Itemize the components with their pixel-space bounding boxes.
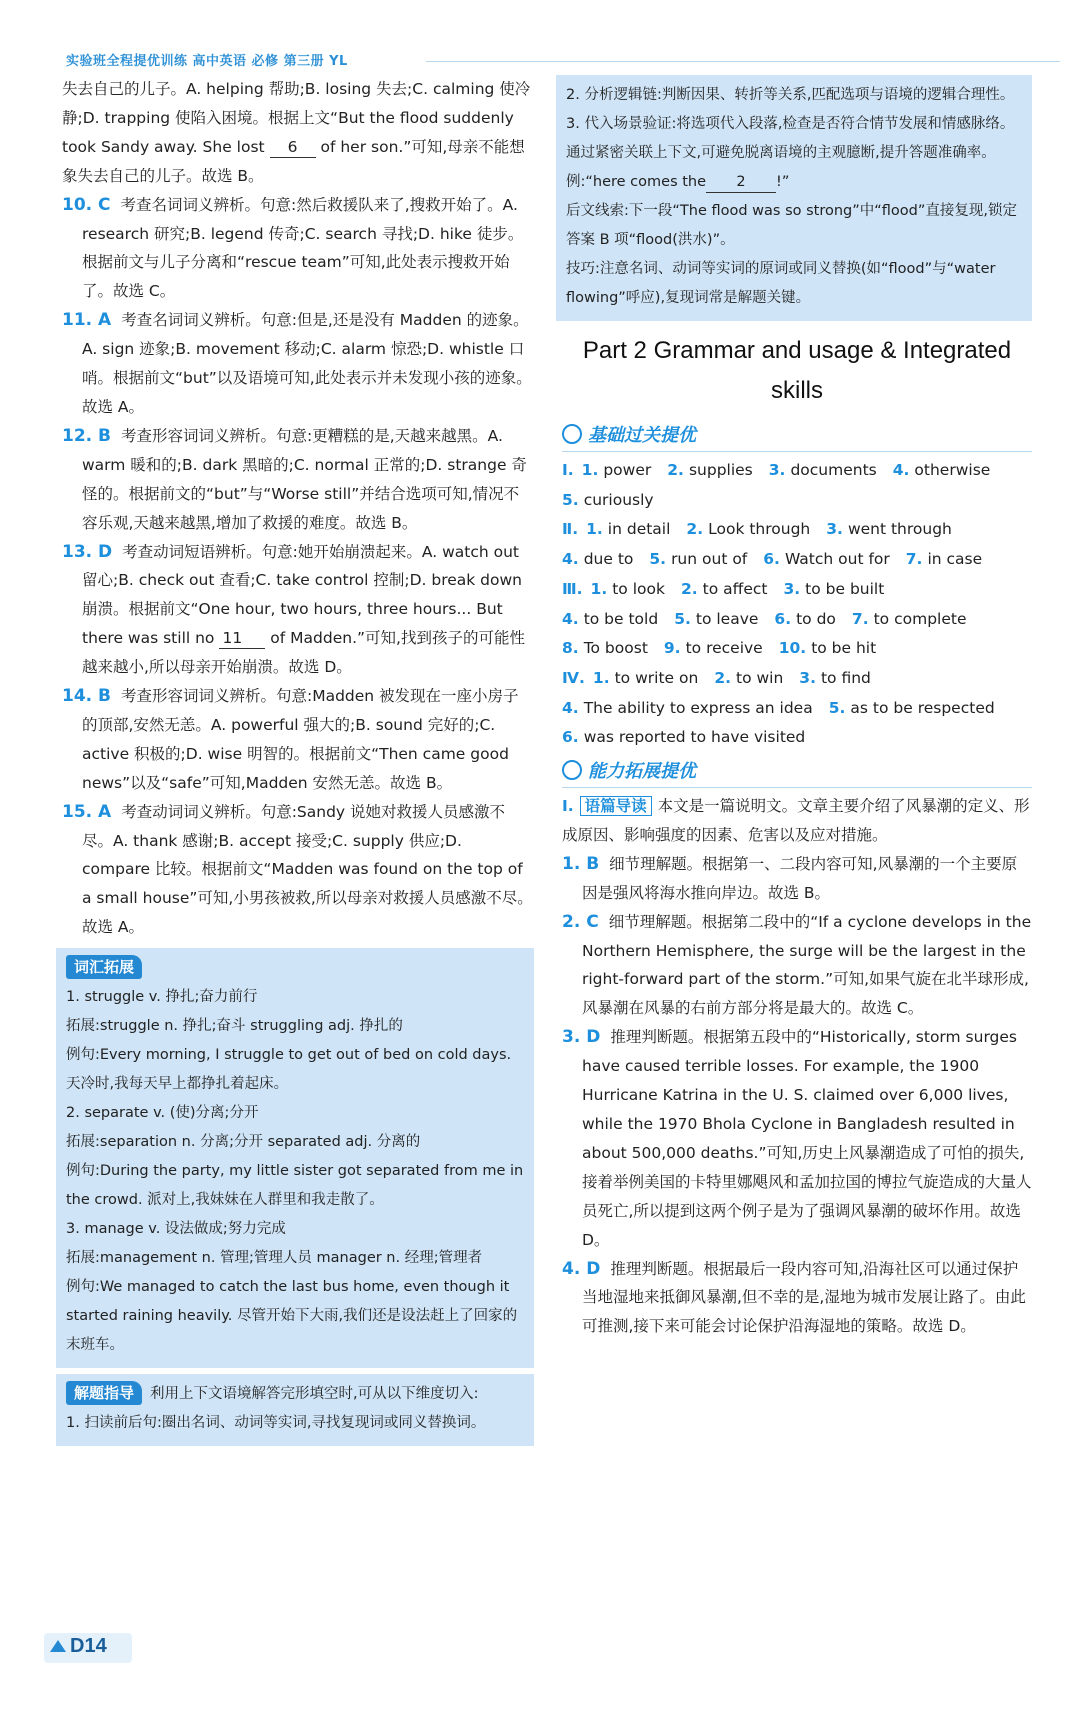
part-title: Part 2 Grammar and usage & Integrated skills <box>582 337 1012 404</box>
section-extend-title: 能力拓展提优 <box>562 757 1032 788</box>
item-answer: to be hit <box>811 639 877 658</box>
item-number: 1. <box>590 579 608 598</box>
guide-line: 3. 代入场景验证:将选项代入段落,检查是否符合情节发展和情感脉络。 <box>566 116 1015 132</box>
answer-item <box>852 610 967 628</box>
section-numeral: Ⅰ. <box>562 461 574 479</box>
question-number: 10. C <box>62 194 111 215</box>
item-number: 6. <box>763 550 780 569</box>
item-answer: went through <box>847 520 952 539</box>
running-header <box>66 50 1060 70</box>
guide-box-continued <box>556 75 1032 321</box>
answer-row <box>562 456 1032 486</box>
answer-item <box>783 580 884 598</box>
guide-line: 1. 扫读前后句:圈出名词、动词等实词,寻找复现词或同义替换词。 <box>66 1415 486 1432</box>
answer-12: 12. B 考查形容词词义辨析。句意:更糟糕的是,天越来越黑。A. warm 暖和的;B. dark 黑暗的;C. normal 正常的;D. strange 奇怪的。根据前文的“but”与“Worse still”并结合选项可知,情况不容乐观,天越来越黑,增加了救援的难度。故选 B。 <box>62 425 527 532</box>
left-column <box>62 75 534 1446</box>
answer-item <box>769 461 877 479</box>
item-answer: Look through <box>708 520 811 539</box>
item-answer: To boost <box>583 639 648 658</box>
guide-box: 解题指导 利用上下文语境解答完形填空时,可从以下维度切入: 1. 扫读前后句:圈出名词、动词等实词,寻找复现词或同义替换词。 <box>56 1374 534 1446</box>
item-number: 5. <box>674 609 691 628</box>
reading-answer-4: 4. D 推理判断题。根据最后一段内容可知,沿海社区可以通过保护当地湿地来抵御风暴潮,但不幸的是,湿地为城市发展让路了。由此可推测,接下来可能会讨论保护沿海湿地的策略。故选 D。 <box>562 1258 1026 1336</box>
answer-item <box>763 550 890 568</box>
vocab-line: 例句:During the party, my little sister got separated from me in the crowd. 派对上,我妹妹在人群里和我走散了。 <box>66 1163 524 1209</box>
answer-row <box>562 634 1032 664</box>
item-answer: to be told <box>583 609 659 628</box>
section-numeral: Ⅲ. <box>562 579 583 598</box>
answer-row <box>562 723 1032 753</box>
blank: 2 <box>706 172 776 193</box>
item-number: 1. <box>581 461 599 479</box>
answer-14: 14. B 考查形容词词义辨析。句意:Madden 被发现在一座小房子的顶部,安然无恙。A. powerful 强大的;B. sound 完好的;C. active 积极的;D. wise 明智的。根据前文“Then came good news”以及“safe”可知,Madden 安然无恙。故选 B。 <box>62 686 519 792</box>
question-number: 13. D <box>62 541 113 562</box>
page-arrow-icon <box>50 1640 66 1652</box>
item-answer: in case <box>927 550 983 569</box>
answer-item <box>586 520 670 538</box>
item-number: 8. <box>562 639 579 658</box>
item-answer: to complete <box>873 609 967 628</box>
answer-key-list <box>562 456 1032 753</box>
question-number: 15. A <box>62 801 112 822</box>
item-number: 2. <box>686 520 704 539</box>
item-number: 2. <box>680 579 698 598</box>
answer-row <box>562 664 1032 694</box>
answer-item <box>799 669 871 687</box>
item-number: 5. <box>828 698 846 717</box>
answer-15: 15. A 考查动词词义辨析。句意:Sandy 说她对救援人员感激不尽。A. thank 感谢;B. accept 接受;C. supply 供应;D. compare 比较。根据前文“Madden was found on the top of a small house”可知,小男孩被救,所以母亲对救援人员感激不尽。故选 A。 <box>62 801 533 937</box>
item-number: 6. <box>562 728 579 747</box>
question-number: 1. B <box>562 853 600 874</box>
vocab-line: 例句:Every morning, I struggle to get out of bed on cold days. 天冷时,我每天早上都挣扎着起床。 <box>66 1047 512 1093</box>
blank: 11 <box>219 628 265 649</box>
answer-item <box>826 520 952 538</box>
answer-item <box>667 461 753 479</box>
answer-11: 11. A 考查名词词义辨析。句意:但是,还是没有 Madden 的迹象。A. sign 迹象;B. movement 移动;C. alarm 惊恐;D. whistle 口哨。根据前文“but”以及语境可知,此处表示并未发现小孩的迹象。故选 A。 <box>62 310 532 416</box>
item-answer: Watch out for <box>784 550 890 569</box>
answer-10: 10. C 考查名词词义辨析。句意:然后救援队来了,搜救开始了。A. research 研究;B. legend 传奇;C. search 寻找;D. hike 徒步。根据前文与儿子分离和“rescue team”可知,此处表示搜救开始了。故选 C。 <box>62 194 524 301</box>
answer-item <box>582 461 652 479</box>
item-number: 4. <box>892 461 910 479</box>
answer-item <box>681 580 768 598</box>
vocab-line: 1. struggle v. 挣扎;奋力前行 <box>66 989 258 1006</box>
answer-item <box>562 728 805 746</box>
answer-item <box>664 639 763 657</box>
item-number: 1. <box>592 668 610 687</box>
vocab-line: 例句:We managed to catch the last bus home, even though it started raining heavily. 尽管开始下大雨,我们还是设法赶上了回家的末班车。 <box>66 1279 518 1354</box>
question-number: 11. A <box>62 310 112 331</box>
question-number: 2. C <box>562 911 599 932</box>
item-number: 1. <box>586 520 603 539</box>
question-number: 4. D <box>562 1258 601 1279</box>
answer-item <box>562 699 813 717</box>
answer-9-continuation: 失去自己的儿子。A. helping 帮助;B. losing 失去;C. calming 使冷静;D. trapping 使陷入困境。根据上文“But the flood suddenly took Sandy away. She lost 6 of her son.”可知,母亲不能想象失去自己的儿子。故选 B。 <box>62 80 531 185</box>
header-rule <box>426 61 1060 62</box>
answer-row <box>562 486 1032 516</box>
answer-row <box>562 545 1032 575</box>
item-answer: power <box>603 461 652 479</box>
item-number: 4. <box>562 698 579 717</box>
reading-guide-tag: 语篇导读 <box>580 796 652 816</box>
item-answer: run out of <box>671 550 748 569</box>
item-number: 4. <box>562 550 579 569</box>
section-numeral: Ⅳ. <box>562 668 585 687</box>
guide-line: 通过紧密关联上下文,可避免脱离语境的主观臆断,提升答题准确率。 <box>566 145 996 161</box>
item-number: 7. <box>851 609 869 628</box>
item-answer: curiously <box>583 490 654 509</box>
question-number: 3. D <box>562 1027 601 1048</box>
page-number-badge <box>44 1633 132 1663</box>
item-number: 3. <box>768 461 786 479</box>
vocab-line: 拓展:struggle n. 挣扎;奋斗 struggling adj. 挣扎的 <box>66 1018 403 1035</box>
guide-example: 例:“here comes the 2 !” <box>566 168 1022 197</box>
item-answer: as to be respected <box>850 698 995 717</box>
item-number: 2. <box>667 461 684 479</box>
answer-row <box>562 605 1032 635</box>
answer-item <box>562 610 658 628</box>
item-number: 7. <box>905 550 923 569</box>
item-number: 6. <box>774 609 792 628</box>
answer-item <box>562 491 654 509</box>
target-icon <box>562 760 582 780</box>
answer-item <box>649 550 747 568</box>
vocab-line: 拓展:management n. 管理;管理人员 manager n. 经理;管理者 <box>66 1250 483 1267</box>
answer-row <box>562 694 1032 724</box>
item-answer: documents <box>790 461 877 479</box>
item-answer: to look <box>612 579 665 598</box>
answer-item <box>829 699 995 717</box>
section-basic-title: 基础过关提优 <box>562 421 1032 452</box>
answer-item <box>562 639 648 657</box>
vocab-line: 拓展:separation n. 分离;分开 separated adj. 分离的 <box>66 1134 421 1151</box>
header-title: 实验班全程提优训练 高中英语 必修 第三册 YL <box>66 54 348 69</box>
answer-item <box>714 669 783 687</box>
guide-line: 2. 分析逻辑链:判断因果、转折等关系,匹配选项与语境的逻辑合理性。 <box>566 87 1015 103</box>
blank: 6 <box>270 137 316 158</box>
page-number: D14 <box>70 1635 107 1657</box>
reading-answer-2: 2. C 细节理解题。根据第二段中的“If a cyclone develops in the Northern Hemisphere, the surge will be the largest in the right-forward part of the storm.”可知,如果气旋在北半球形成,风暴潮在风暴的右前方部分将是最大的。故选 C。 <box>562 911 1032 1018</box>
item-answer: to be built <box>805 579 885 598</box>
item-number: 4. <box>562 609 579 628</box>
guide-line: 技巧:注意名词、动词等实词的原词或同义替换(如“flood”与“water flowing”呼应),复现词常是解题关键。 <box>566 261 996 306</box>
item-number: 10. <box>778 639 807 658</box>
vocab-tag: 词汇拓展 <box>66 955 142 979</box>
item-number: 9. <box>663 639 681 658</box>
guide-tag: 解题指导 <box>66 1381 142 1405</box>
target-icon <box>562 424 582 444</box>
item-number: 5. <box>649 550 667 569</box>
item-number: 3. <box>826 520 843 539</box>
answer-item <box>893 461 991 479</box>
vocab-line: 2. separate v. (使)分离;分开 <box>66 1105 259 1122</box>
reading-answer-1: 1. B 细节理解题。根据第一、二段内容可知,风暴潮的一个主要原因是强风将海水推向岸边。故选 B。 <box>562 853 1018 902</box>
vocab-line: 3. manage v. 设法做成;努力完成 <box>66 1221 286 1238</box>
answer-item <box>593 669 698 687</box>
item-answer: supplies <box>688 461 753 479</box>
answer-item <box>906 550 982 568</box>
question-number: 12. B <box>62 425 111 446</box>
reading-answer-3: 3. D 推理判断题。根据第五段中的“Historically, storm surges have caused terrible losses. For example, the 1900 Hurricane Katrina in the U. S. claimed over 6,000 lives, while the 1970 Bhola Cyclone in Bangladesh resulted in about 500,000 deaths.”可知,历史上风暴潮造成了可怕的损失,接着举例美国的卡特里娜飓风和孟加拉国的博拉气旋造成的大量人员死亡,所以提到这两个例子是为了强调风暴潮的破坏作用。故选 D。 <box>562 1027 1032 1249</box>
reading-intro: Ⅰ. 语篇导读 本文是一篇说明文。文章主要介绍了风暴潮的定义、形成原因、影响强度的因素、危害以及应对措施。 <box>562 797 1030 844</box>
answer-13: 13. D 考查动词短语辨析。句意:她开始崩溃起来。A. watch out 留心;B. check out 查看;C. take control 控制;D. break down 崩溃。根据前文“One hour, two hours, three hours... But there was still no 11 of Madden.”可知,找到孩子的可能性越来越小,所以母亲开始崩溃。故选 D。 <box>62 541 525 677</box>
right-column <box>562 75 1032 1341</box>
answer-item <box>591 580 665 598</box>
item-answer: to receive <box>685 639 763 658</box>
guide-line: 后文线索:下一段“The flood was so strong”中“flood”直接复现,锁定答案 B 项“flood(洪水)”。 <box>566 203 1017 248</box>
answer-item <box>674 610 758 628</box>
answer-row <box>562 575 1032 605</box>
item-answer: was reported to have visited <box>583 728 806 747</box>
item-answer: due to <box>583 550 634 569</box>
item-number: 3. <box>783 579 801 598</box>
item-number: 5. <box>562 490 579 509</box>
question-number: 14. B <box>62 686 111 707</box>
item-answer: to write on <box>614 668 699 687</box>
item-answer: otherwise <box>914 461 991 479</box>
answer-item <box>686 520 810 538</box>
item-answer: to leave <box>695 609 759 628</box>
item-answer: to affect <box>702 579 768 598</box>
answer-item <box>562 550 633 568</box>
item-number: 2. <box>714 668 731 687</box>
section-numeral: Ⅱ. <box>562 520 579 539</box>
item-number: 3. <box>799 668 816 687</box>
answer-item <box>774 610 836 628</box>
item-answer: to win <box>736 668 784 687</box>
item-answer: in detail <box>607 520 671 539</box>
answer-item <box>779 639 876 657</box>
vocab-box <box>56 948 534 1368</box>
item-answer: to find <box>820 668 871 687</box>
item-answer: to do <box>796 609 836 628</box>
answer-row <box>562 515 1032 545</box>
item-answer: The ability to express an idea <box>583 698 813 717</box>
